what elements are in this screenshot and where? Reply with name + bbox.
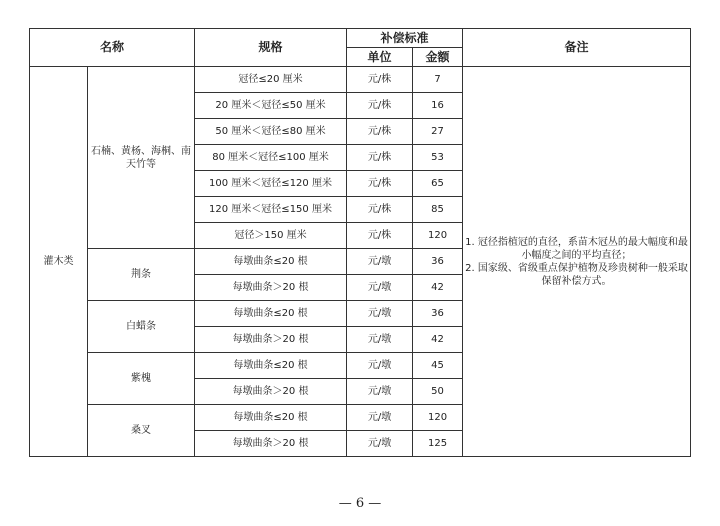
unit-cell: 元/墩: [347, 327, 413, 353]
spec-cell: 每墩曲条＞20 根: [195, 431, 347, 457]
category-cell: 灌木类: [30, 67, 88, 457]
header-unit: 单位: [347, 48, 413, 67]
header-name: 名称: [30, 29, 195, 67]
group-name: 桑叉: [88, 405, 195, 457]
unit-cell: 元/墩: [347, 275, 413, 301]
group-name: 荆条: [88, 249, 195, 301]
table-header: [30, 29, 691, 67]
amount-cell: 27: [413, 119, 463, 145]
unit-cell: 元/株: [347, 93, 413, 119]
spec-cell: 每墩曲条＞20 根: [195, 379, 347, 405]
amount-cell: 125: [413, 431, 463, 457]
amount-cell: 50: [413, 379, 463, 405]
unit-cell: 元/株: [347, 67, 413, 93]
unit-cell: 元/株: [347, 197, 413, 223]
amount-cell: 42: [413, 275, 463, 301]
header-remarks: 备注: [463, 29, 691, 67]
unit-cell: 元/株: [347, 119, 413, 145]
amount-cell: 120: [413, 405, 463, 431]
spec-cell: 每墩曲条≤20 根: [195, 405, 347, 431]
amount-cell: 42: [413, 327, 463, 353]
spec-cell: 20 厘米＜冠径≤50 厘米: [195, 93, 347, 119]
amount-cell: 45: [413, 353, 463, 379]
table-row: [30, 67, 691, 93]
unit-cell: 元/墩: [347, 249, 413, 275]
unit-cell: 元/墩: [347, 405, 413, 431]
header-compensation: 补偿标准: [347, 29, 463, 48]
unit-cell: 元/株: [347, 145, 413, 171]
amount-cell: 120: [413, 223, 463, 249]
note-1: 1. 冠径指植冠的直径，系苗木冠丛的最大幅度和最小幅度之间的平均直径；: [465, 236, 688, 261]
amount-cell: 36: [413, 301, 463, 327]
note-2: 2. 国家级、省级重点保护植物及珍贵树种一般采取保留补偿方式。: [465, 262, 688, 287]
spec-cell: 每墩曲条≤20 根: [195, 353, 347, 379]
header-amount: 金额: [413, 48, 463, 67]
spec-cell: 每墩曲条≤20 根: [195, 301, 347, 327]
spec-cell: 每墩曲条＞20 根: [195, 275, 347, 301]
group-name: 石楠、黄杨、海桐、南天竹等: [88, 67, 195, 249]
amount-cell: 16: [413, 93, 463, 119]
group-name: 紫槐: [88, 353, 195, 405]
unit-cell: 元/墩: [347, 301, 413, 327]
spec-cell: 每墩曲条≤20 根: [195, 249, 347, 275]
unit-cell: 元/墩: [347, 379, 413, 405]
spec-cell: 50 厘米＜冠径≤80 厘米: [195, 119, 347, 145]
unit-cell: 元/株: [347, 223, 413, 249]
spec-cell: 冠径≤20 厘米: [195, 67, 347, 93]
spec-cell: 冠径＞150 厘米: [195, 223, 347, 249]
amount-cell: 7: [413, 67, 463, 93]
remarks-cell: [463, 67, 691, 457]
unit-cell: 元/墩: [347, 353, 413, 379]
group-name: 白蜡条: [88, 301, 195, 353]
table-body: [30, 67, 691, 457]
amount-cell: 36: [413, 249, 463, 275]
spec-cell: 100 厘米＜冠径≤120 厘米: [195, 171, 347, 197]
spec-cell: 80 厘米＜冠径≤100 厘米: [195, 145, 347, 171]
spec-cell: 120 厘米＜冠径≤150 厘米: [195, 197, 347, 223]
unit-cell: 元/株: [347, 171, 413, 197]
amount-cell: 65: [413, 171, 463, 197]
header-spec: 规格: [195, 29, 347, 67]
amount-cell: 53: [413, 145, 463, 171]
spec-cell: 每墩曲条＞20 根: [195, 327, 347, 353]
compensation-table: [29, 28, 691, 457]
amount-cell: 85: [413, 197, 463, 223]
unit-cell: 元/墩: [347, 431, 413, 457]
page-number: — 6 —: [338, 496, 382, 511]
